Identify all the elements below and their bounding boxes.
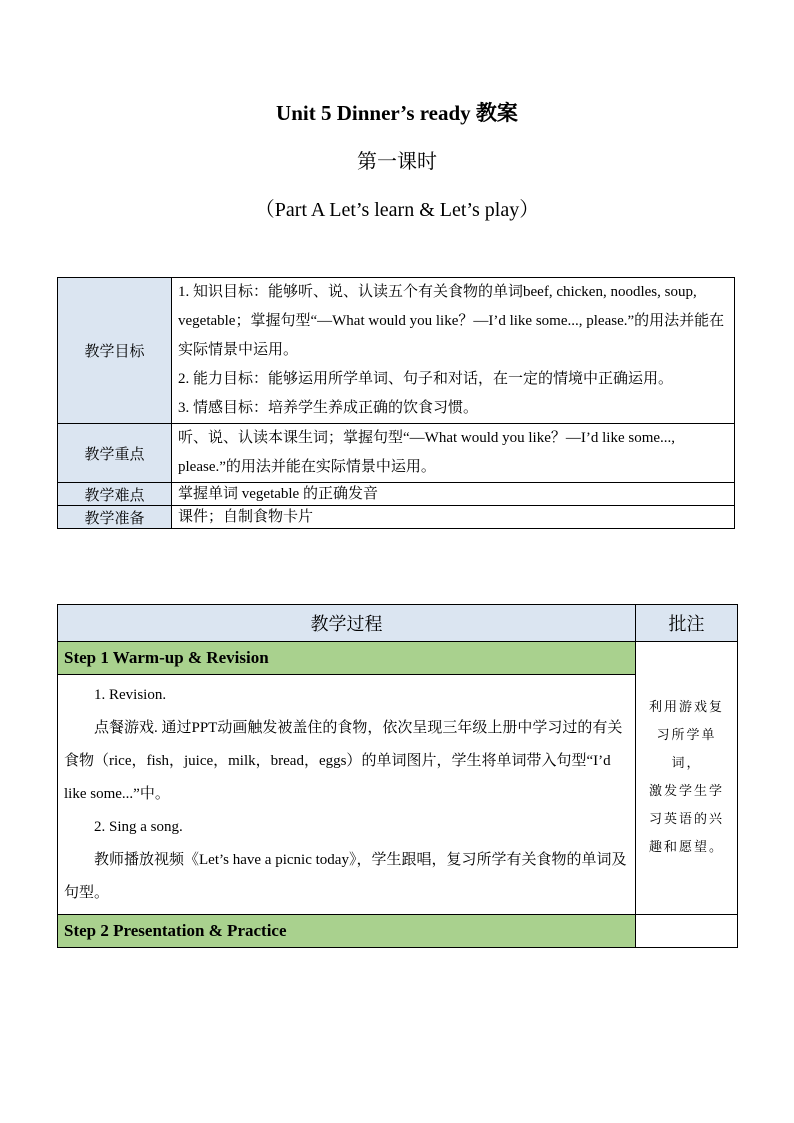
process-line: 2. Sing a song.: [94, 819, 183, 835]
note-line: 习英语的兴: [649, 812, 725, 827]
key-point-line: 听、说、认读本课生词；掌握句型“—What would you like？—I’d like some..., please.”的用法并能在实际情景中运用。: [178, 430, 676, 475]
note-header: 批注: [636, 605, 738, 642]
objective-line: 1. 知识目标：能够听、说、认读五个有关食物的单词beef, chicken, noodles, soup, vegetable；掌握句型“—What would you like？—I’d like some..., please.”的用法并能在实际情景中运用。: [178, 284, 725, 358]
table-row: [58, 278, 735, 424]
row-content: [172, 424, 735, 483]
table-row: [58, 915, 738, 948]
table-row: [58, 642, 738, 675]
step-1-note: [636, 642, 738, 915]
process-line: 1. Revision.: [94, 687, 167, 703]
process-line: 点餐游戏. 通过PPT动画触发被盖住的食物，依次呈现三年级上册中学习过的有关食物（rice，fish，juice，milk，bread，eggs）的单词图片，学生将单词带入句型“I’d like some...”中。: [64, 720, 623, 802]
row-content: [172, 483, 735, 506]
note-line: 利用游戏复: [649, 700, 725, 715]
row-content: [172, 278, 735, 424]
process-table: [57, 604, 738, 948]
table-row: [58, 506, 735, 529]
document-title: Unit 5 Dinner’s ready 教案: [276, 101, 518, 125]
note-line: 习所学单词，: [656, 728, 717, 771]
step-1-content: [58, 675, 636, 915]
table-header-row: [58, 605, 738, 642]
preparation-line: 课件；自制食物卡片: [178, 509, 314, 525]
difficulty-line: 掌握单词 vegetable 的正确发音: [178, 486, 378, 502]
row-label: 教学准备: [58, 506, 172, 529]
lesson-number: 第一课时: [357, 151, 437, 173]
note-line: 激发学生学: [649, 784, 725, 799]
process-header: 教学过程: [58, 605, 636, 642]
note-line: 趣和愿望。: [649, 840, 725, 855]
row-label: 教学重点: [58, 424, 172, 483]
row-label: 教学目标: [58, 278, 172, 424]
step-1-title: Step 1 Warm-up & Revision: [58, 642, 636, 675]
objective-line: 2. 能力目标：能够运用所学单词、句子和对话，在一定的情境中正确运用。: [178, 371, 674, 387]
table-row: [58, 424, 735, 483]
table-row: [58, 483, 735, 506]
step-2-title: Step 2 Presentation & Practice: [58, 915, 636, 948]
objective-line: 3. 情感目标：培养学生养成正确的饮食习惯。: [178, 400, 479, 416]
step-2-note: [636, 915, 738, 948]
row-content: [172, 506, 735, 529]
row-label: 教学难点: [58, 483, 172, 506]
objectives-table: [57, 277, 735, 529]
lesson-part: （Part A Let’s learn & Let’s play）: [254, 199, 540, 221]
table-row: [58, 675, 738, 915]
process-line: 教师播放视频《Let’s have a picnic today》，学生跟唱，复习所学有关食物的单词及句型。: [64, 852, 627, 901]
